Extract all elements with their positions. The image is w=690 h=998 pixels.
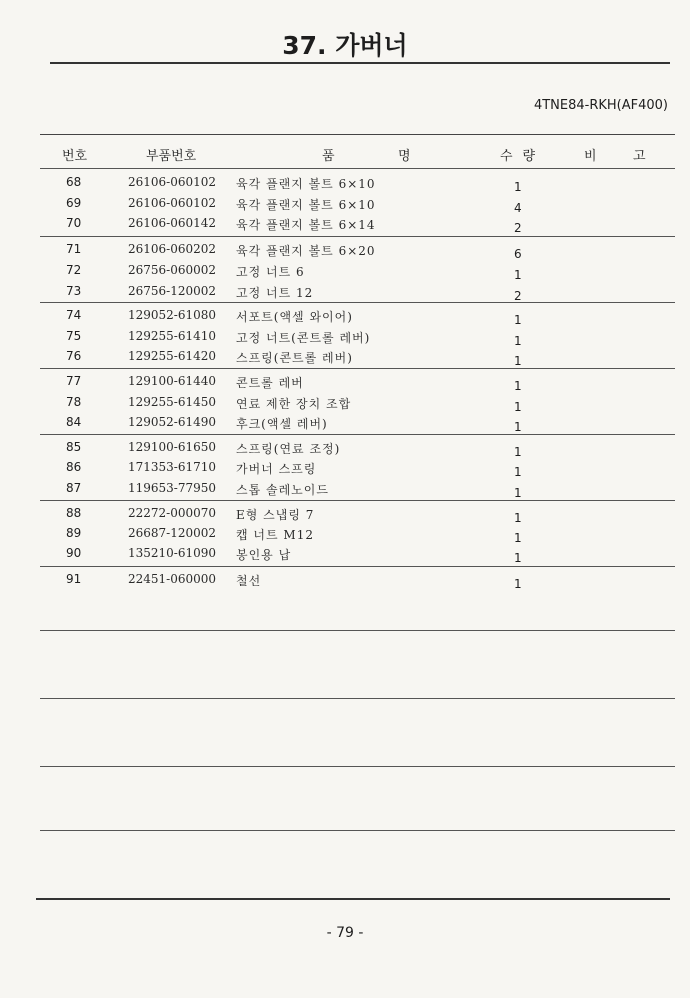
part-quantity: 1 [514,379,522,393]
part-name: 가버너 스프링 [236,462,317,476]
bottom-rule [36,898,670,900]
part-index: 70 [66,216,82,230]
part-number: 171353-61710 [128,460,217,474]
part-index: 72 [66,263,82,277]
table-row [0,506,690,526]
part-name: 스프링(콘트롤 레버) [236,351,353,365]
table-row [0,242,690,262]
part-index: 74 [66,308,82,322]
part-name: 육각 플랜지 볼트 6×14 [236,218,376,232]
part-number: 22272-000070 [128,506,217,520]
part-index: 73 [66,284,82,298]
part-quantity: 2 [514,289,522,303]
part-index: 91 [66,572,82,586]
part-name: 고정 너트(콘트롤 레버) [236,331,371,345]
part-number: 129255-61410 [128,329,217,343]
table-row [0,175,690,195]
title-rule [50,62,670,64]
part-quantity: 1 [514,334,522,348]
part-name: 연료 제한 장치 조합 [236,397,352,411]
header-no: 번호 [62,149,88,164]
table-row [0,460,690,480]
part-name: E형 스냅링 7 [236,508,315,522]
part-quantity: 1 [514,577,522,591]
header-name-1: 품 [322,149,335,164]
part-index: 69 [66,196,82,210]
part-quantity: 1 [514,445,522,459]
part-name: 육각 플랜지 볼트 6×20 [236,244,376,258]
part-number: 129052-61080 [128,308,217,322]
part-quantity: 6 [514,247,522,261]
row-divider [40,766,675,767]
part-number: 26756-060002 [128,263,217,277]
part-name: 고정 너트 12 [236,286,314,300]
part-number: 26106-060202 [128,242,217,256]
part-number: 129100-61440 [128,374,217,388]
part-name: 육각 플랜지 볼트 6×10 [236,177,376,191]
part-name: 육각 플랜지 볼트 6×10 [236,198,376,212]
table-row [0,284,690,304]
part-quantity: 1 [514,420,522,434]
part-index: 88 [66,506,82,520]
page-number: - 79 - [326,925,364,941]
part-index: 78 [66,395,82,409]
table-row [0,572,690,592]
part-quantity: 2 [514,221,522,235]
part-number: 26106-060102 [128,196,217,210]
table-row [0,374,690,394]
part-index: 84 [66,415,82,429]
part-index: 71 [66,242,82,256]
part-name: 스톱 솔레노이드 [236,483,329,497]
part-quantity: 4 [514,201,522,215]
row-divider [40,168,675,169]
row-divider [40,566,675,567]
table-row [0,481,690,501]
table-row [0,526,690,546]
part-quantity: 1 [514,313,522,327]
table-row [0,440,690,460]
part-number: 129255-61420 [128,349,217,363]
part-name: 철선 [236,574,262,588]
part-name: 후크(액셀 레버) [236,417,328,431]
part-quantity: 1 [514,400,522,414]
part-quantity: 1 [514,551,522,565]
table-row [0,196,690,216]
table-row [0,349,690,369]
part-index: 68 [66,175,82,189]
part-quantity: 1 [514,180,522,194]
part-number: 26106-060142 [128,216,217,230]
row-divider [40,236,675,237]
part-index: 86 [66,460,82,474]
part-name: 고정 너트 6 [236,265,305,279]
header-qty: 수량 [500,149,546,164]
table-row [0,216,690,236]
header-top-rule [40,134,675,135]
table-row [0,329,690,349]
header-part-no: 부품번호 [146,149,197,164]
part-index: 85 [66,440,82,454]
table-row [0,546,690,566]
part-number: 129100-61650 [128,440,217,454]
part-quantity: 1 [514,268,522,282]
part-number: 135210-61090 [128,546,217,560]
part-number: 26106-060102 [128,175,217,189]
table-row [0,308,690,328]
table-row [0,395,690,415]
row-divider [40,630,675,631]
part-name: 서포트(액셀 와이어) [236,310,353,324]
row-divider [40,830,675,831]
part-name: 콘트롤 레버 [236,376,304,390]
part-quantity: 1 [514,354,522,368]
part-number: 129255-61450 [128,395,217,409]
part-name: 스프링(연료 조정) [236,442,341,456]
table-row [0,263,690,283]
part-quantity: 1 [514,511,522,525]
part-index: 87 [66,481,82,495]
header-name-2: 명 [398,149,411,164]
header-remark-1: 비 [584,149,597,164]
part-index: 75 [66,329,82,343]
part-index: 76 [66,349,82,363]
model-label: 4TNE84-RKH(AF400) [533,98,668,113]
part-number: 26756-120002 [128,284,217,298]
part-number: 129052-61490 [128,415,217,429]
part-quantity: 1 [514,486,522,500]
table-row [0,415,690,435]
part-quantity: 1 [514,531,522,545]
page-title: 37. 가버너 [282,31,408,60]
part-number: 22451-060000 [128,572,217,586]
part-index: 89 [66,526,82,540]
part-index: 77 [66,374,82,388]
part-index: 90 [66,546,82,560]
part-number: 119653-77950 [128,481,217,495]
row-divider [40,698,675,699]
header-remark-2: 고 [633,149,646,164]
part-number: 26687-120002 [128,526,217,540]
part-name: 캡 너트 M12 [236,528,314,542]
part-name: 봉인용 납 [236,548,292,562]
part-quantity: 1 [514,465,522,479]
